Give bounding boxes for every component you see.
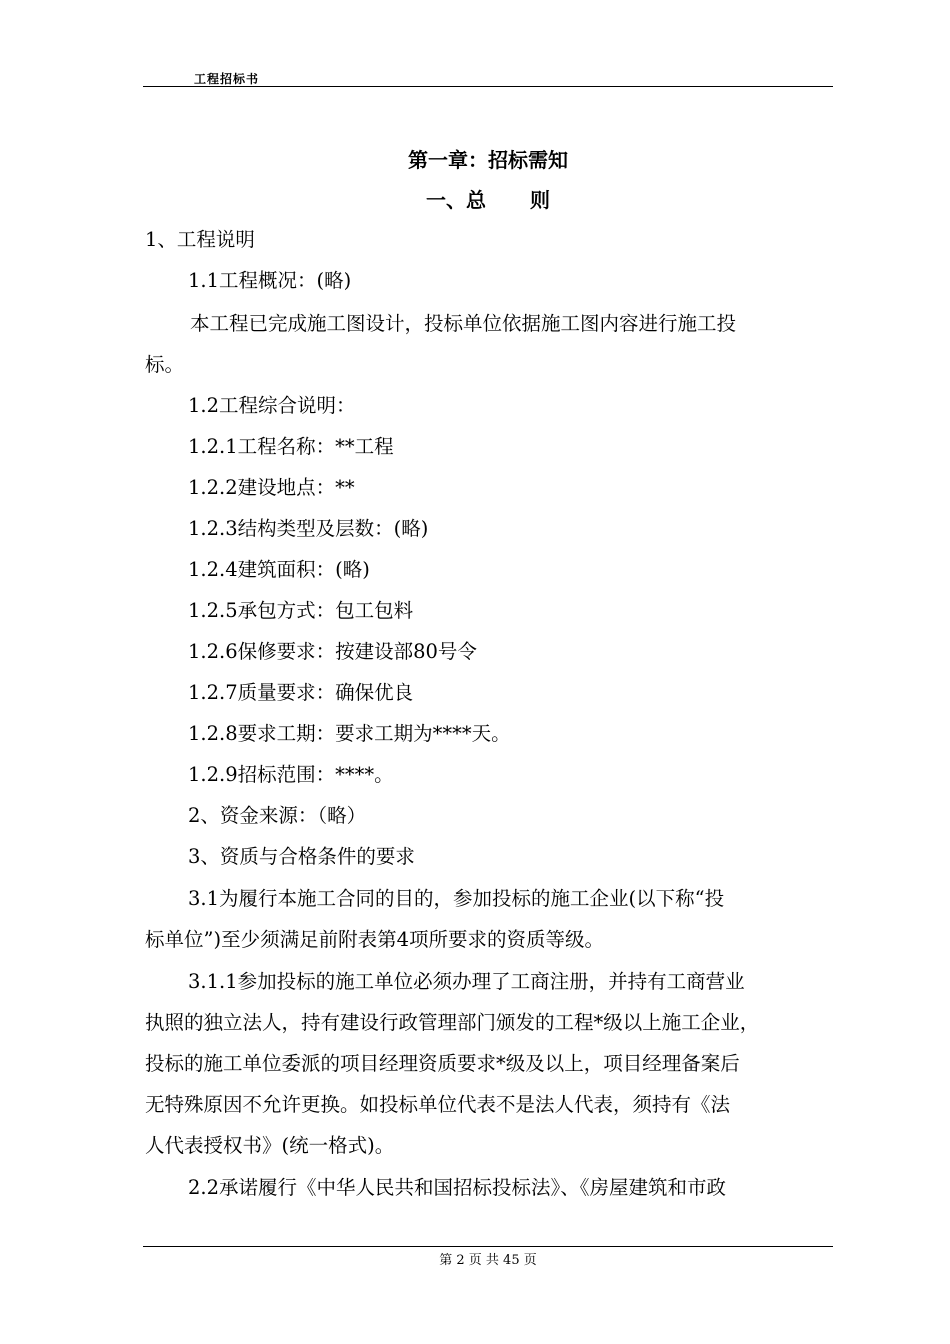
body-line: 无特殊原因不允许更换。如投标单位代表不是法人代表，须持有《法	[145, 1093, 731, 1116]
body-line: 1.2.2建设地点：**	[188, 476, 355, 499]
body-line: 3.1为履行本施工合同的目的，参加投标的施工企业(以下称“投	[188, 887, 725, 910]
page-header-title: 工程招标书	[194, 72, 260, 86]
chapter-title: 第一章：招标需知	[408, 148, 568, 172]
body-line: 人代表授权书》(统一格式)。	[145, 1134, 395, 1157]
body-line: 执照的独立法人，持有建设行政管理部门颁发的工程*级以上施工企业，	[145, 1011, 760, 1034]
body-line: 1.2工程综合说明：	[188, 394, 356, 417]
body-line: 1.1工程概况：(略)	[188, 269, 352, 292]
section-title-right: 则	[530, 188, 550, 212]
header-rule	[143, 86, 833, 87]
body-line: 1.2.3结构类型及层数：(略)	[188, 517, 429, 540]
page-number: 第 2 页 共 45 页	[439, 1253, 537, 1268]
body-line: 3.1.1参加投标的施工单位必须办理了工商注册，并持有工商营业	[188, 970, 745, 993]
body-line: 1.2.9招标范围：****。	[188, 763, 394, 786]
body-line: 2.2承诺履行《中华人民共和国招标投标法》、《房屋建筑和市政	[188, 1176, 727, 1199]
footer-rule	[143, 1246, 833, 1247]
body-line: 1.2.5承包方式：包工包料	[188, 599, 414, 622]
body-line: 投标的施工单位委派的项目经理资质要求*级及以上，项目经理备案后	[145, 1052, 740, 1075]
body-line: 3、资质与合格条件的要求	[188, 845, 415, 868]
body-line: 1、工程说明	[145, 228, 255, 251]
body-line: 1.2.8要求工期：要求工期为****天。	[188, 722, 511, 745]
body-line: 1.2.7质量要求：确保优良	[188, 681, 414, 704]
body-line: 本工程已完成施工图设计，投标单位依据施工图内容进行施工投	[190, 312, 737, 335]
body-line: 1.2.4建筑面积：(略)	[188, 558, 370, 581]
body-line: 1.2.6保修要求：按建设部80号令	[188, 640, 477, 663]
section-title-left: 一、总	[426, 188, 486, 212]
section-title	[0, 184, 950, 213]
body-line: 1.2.1工程名称：**工程	[188, 435, 394, 458]
body-line: 标。	[145, 353, 185, 376]
body-line: 2、资金来源：（略）	[188, 804, 367, 827]
body-line: 标单位”)至少须满足前附表第4项所要求的资质等级。	[145, 928, 604, 951]
